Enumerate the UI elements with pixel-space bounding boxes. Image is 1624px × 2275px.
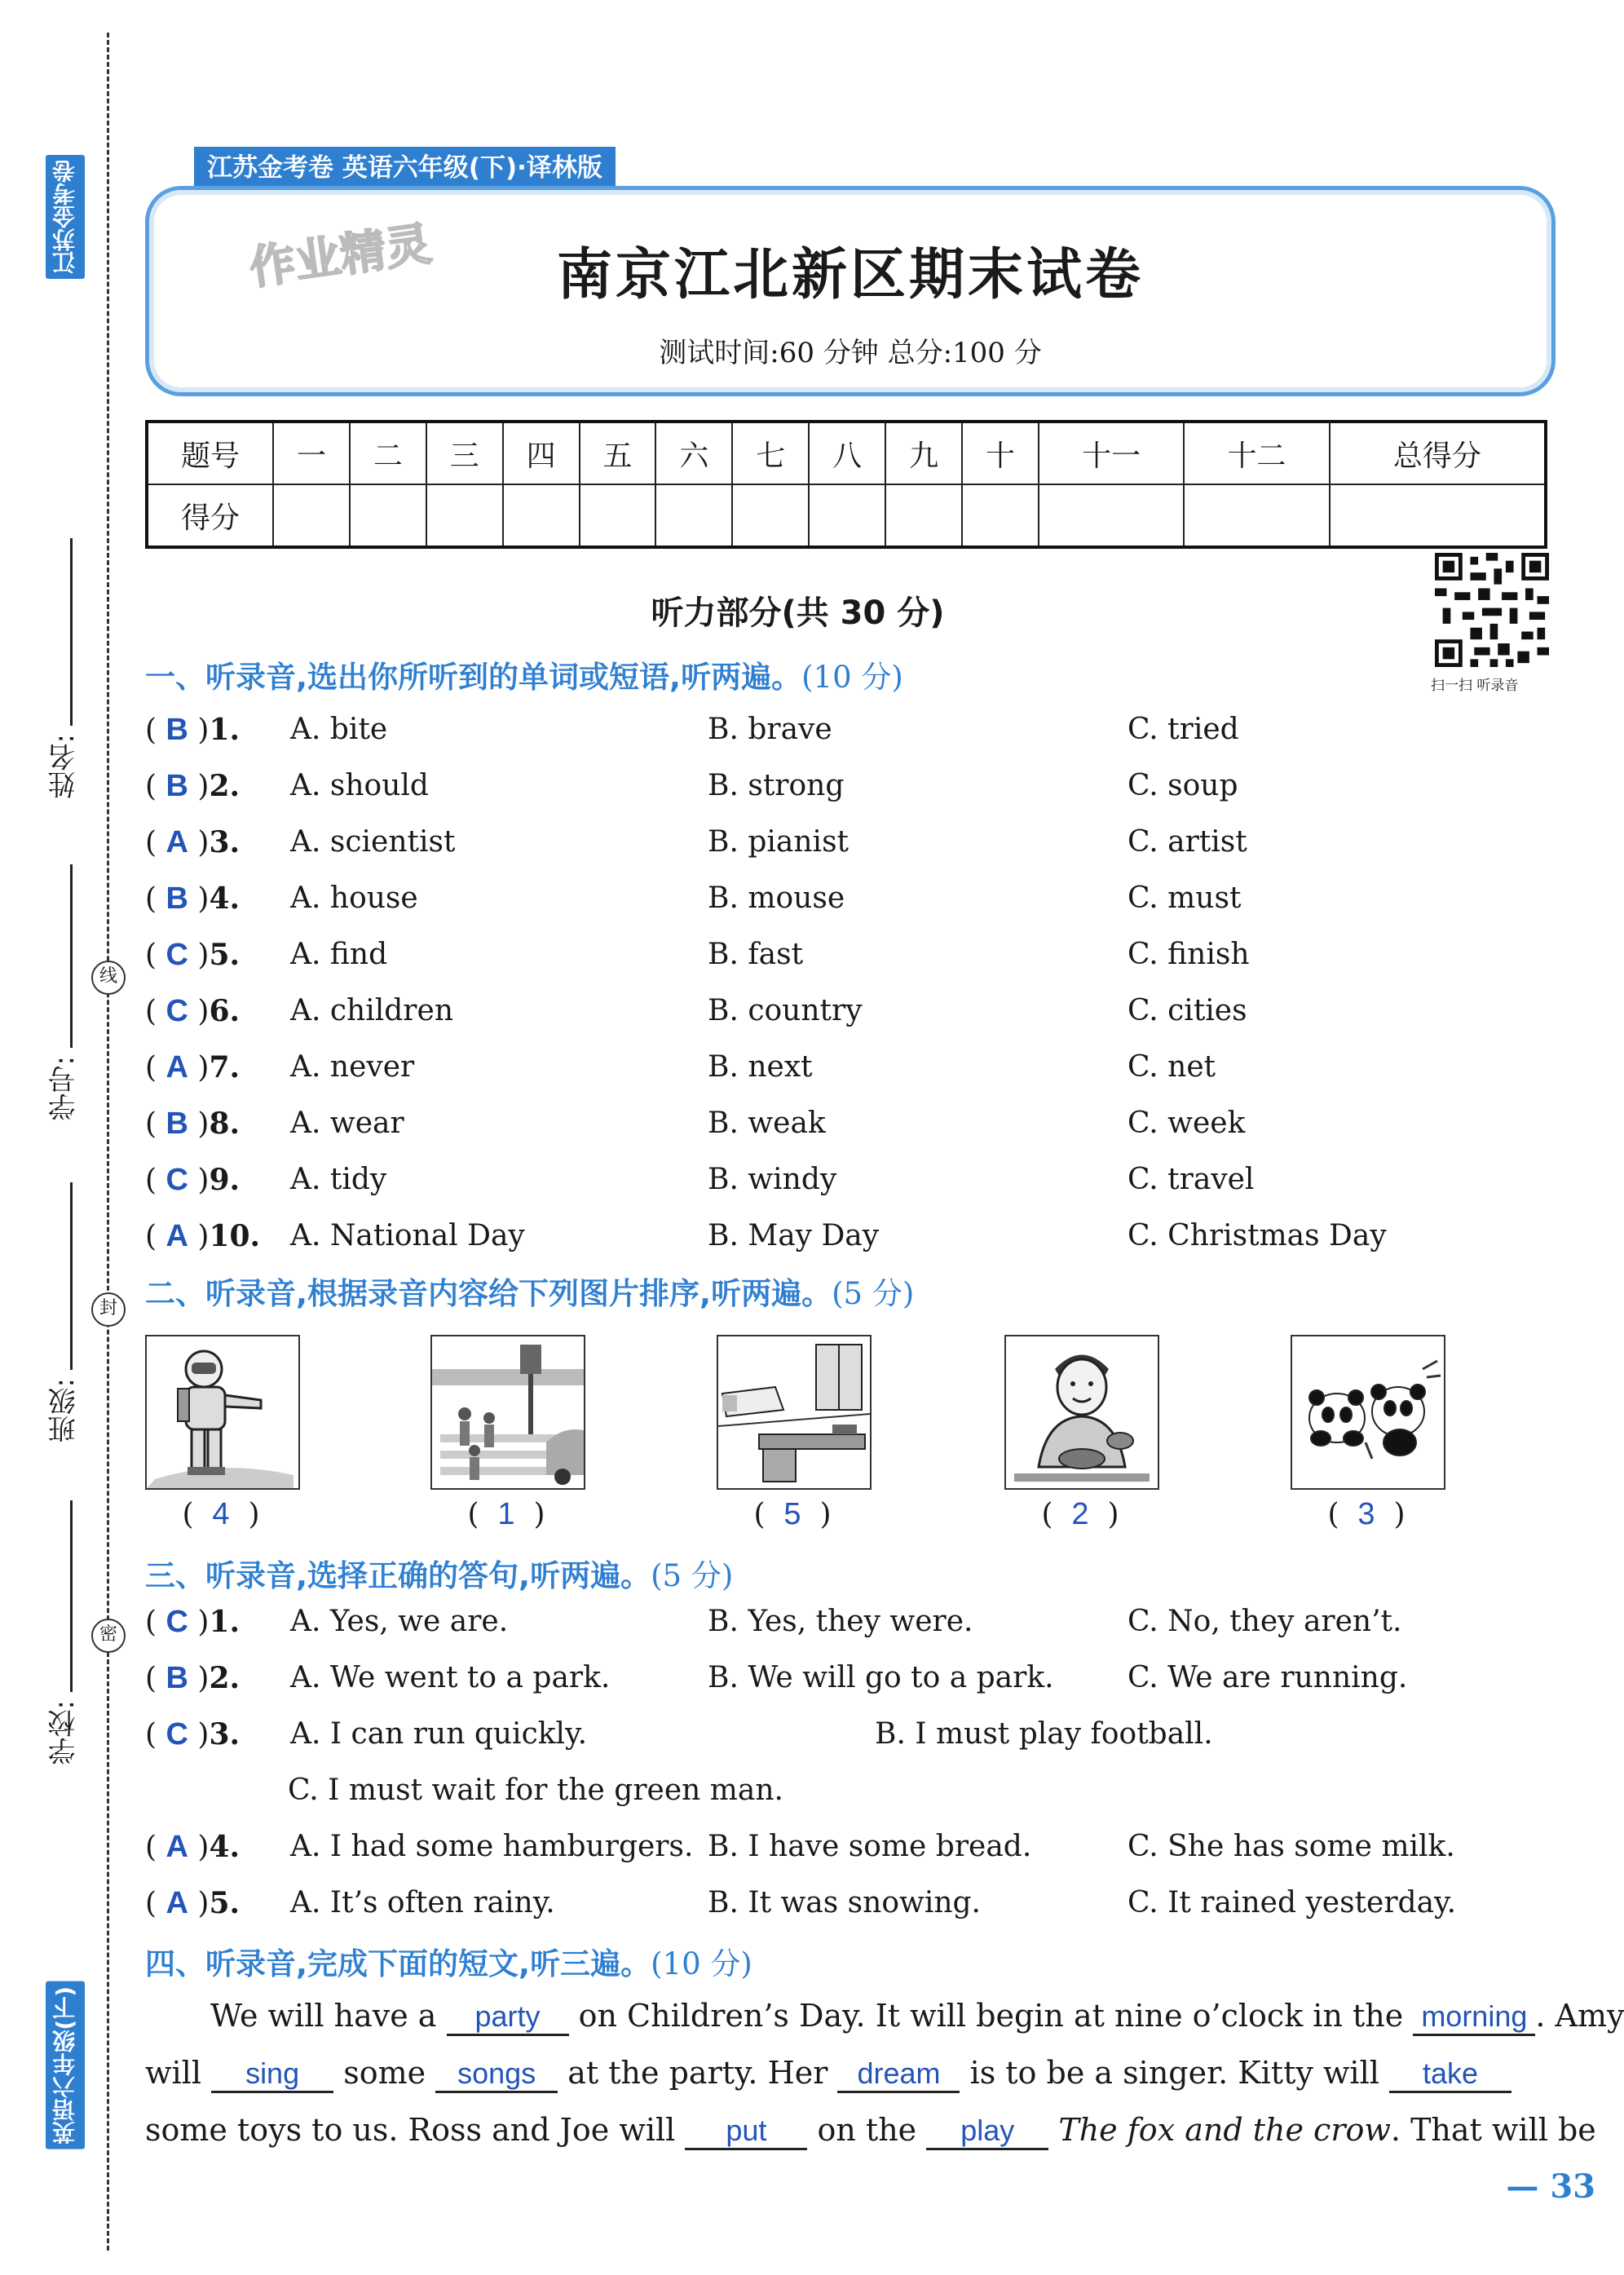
- boy-eating-picture: [1004, 1335, 1159, 1490]
- answer-blank[interactable]: ( A )7.: [145, 1050, 241, 1084]
- answer-blank[interactable]: ( C )9.: [145, 1163, 241, 1197]
- question-row: [145, 769, 1547, 815]
- score-cell[interactable]: [962, 484, 1039, 547]
- option-b: B. country: [708, 994, 863, 1027]
- school-field[interactable]: [70, 1500, 73, 1692]
- answer: C: [165, 938, 188, 972]
- order-number: 2: [1071, 1497, 1089, 1531]
- row-label: 题号: [147, 422, 273, 484]
- option-b: B. next: [708, 1050, 813, 1084]
- side-tag-top: 江苏金考卷: [46, 155, 85, 279]
- picture-answer[interactable]: ( 1 ): [467, 1497, 545, 1531]
- option-c: C. It rained yesterday.: [1128, 1886, 1457, 1919]
- class-label: 班级:: [48, 1378, 81, 1443]
- answer-blank[interactable]: ( C )3.: [145, 1717, 241, 1752]
- answer-blank[interactable]: ( B )8.: [145, 1107, 241, 1141]
- option-b: B. I have some bread.: [708, 1830, 1032, 1863]
- fill-blank[interactable]: sing: [211, 2056, 333, 2093]
- picture-answer[interactable]: ( 2 ): [1041, 1497, 1119, 1531]
- option-b: B. It was snowing.: [708, 1886, 982, 1919]
- col-header: 七: [732, 422, 809, 484]
- answer: B: [165, 713, 188, 747]
- class-field[interactable]: [70, 1182, 73, 1370]
- question-row: [145, 1605, 1547, 1650]
- passage-text: We will have a: [210, 1998, 437, 2034]
- part-title: 听力部分(共 30 分): [651, 594, 945, 632]
- section4-title: [145, 1939, 752, 1983]
- score-cell[interactable]: [273, 484, 350, 547]
- score-cell[interactable]: [655, 484, 732, 547]
- fill-blank[interactable]: party: [447, 1999, 569, 2036]
- page-number: — 33: [1506, 2167, 1595, 2206]
- fill-blank[interactable]: take: [1389, 2056, 1511, 2093]
- passage-line-1: [145, 1998, 1624, 2047]
- picture-answer[interactable]: ( 3 ): [1327, 1497, 1406, 1531]
- section2-title: [145, 1269, 914, 1313]
- answer-blank[interactable]: ( C )6.: [145, 994, 241, 1028]
- option-c: C. travel: [1128, 1163, 1255, 1196]
- pandas-picture: [1291, 1335, 1445, 1490]
- student-number-field[interactable]: [70, 864, 73, 1048]
- option-b: B. fast: [708, 938, 804, 971]
- astronaut-picture: [145, 1335, 300, 1490]
- question-number: 9.: [209, 1163, 241, 1197]
- answer-blank[interactable]: ( C )5.: [145, 938, 241, 972]
- col-header: 八: [809, 422, 885, 484]
- col-header: 五: [580, 422, 656, 484]
- section1-points: (10 分): [801, 660, 903, 695]
- seal-seal: 封: [91, 1292, 126, 1327]
- fill-blank[interactable]: morning: [1413, 1999, 1535, 2036]
- score-cell[interactable]: [350, 484, 426, 547]
- answer: C: [165, 1717, 188, 1752]
- answer-blank[interactable]: ( B )2.: [145, 769, 241, 803]
- passage-text: some toys to us. Ross and Joe will: [145, 2112, 676, 2148]
- passage-text: some: [343, 2055, 426, 2091]
- score-cell[interactable]: [1330, 484, 1546, 547]
- answer: A: [165, 1830, 188, 1864]
- option-a: A. We went to a park.: [290, 1661, 611, 1694]
- question-number: 4.: [209, 1830, 241, 1864]
- score-cell[interactable]: [580, 484, 656, 547]
- question-number: 4.: [209, 881, 241, 916]
- question-row: [145, 1830, 1547, 1875]
- question-row: [145, 825, 1547, 871]
- binding-dashed-line: [107, 33, 109, 2251]
- option-a: A. find: [290, 938, 388, 971]
- option-a: A. house: [290, 881, 418, 915]
- row-label: 得分: [147, 484, 273, 547]
- score-cell[interactable]: [809, 484, 885, 547]
- section2-points: (5 分): [832, 1276, 915, 1311]
- option-c: C. I must wait for the green man.: [288, 1774, 783, 1807]
- answer-blank[interactable]: ( B )4.: [145, 881, 241, 916]
- section3-title: [145, 1551, 733, 1595]
- question-row: [145, 1661, 1547, 1707]
- answer: C: [165, 1163, 188, 1197]
- col-header: 四: [503, 422, 580, 484]
- answer-blank[interactable]: ( B )1.: [145, 713, 241, 747]
- answer: A: [165, 1219, 188, 1253]
- answer-blank[interactable]: ( B )2.: [145, 1661, 241, 1695]
- question-number: 2.: [209, 769, 241, 803]
- col-header: 六: [655, 422, 732, 484]
- score-header-row: [147, 422, 1546, 484]
- passage-text: is to be a singer. Kitty will: [969, 2055, 1379, 2091]
- option-a: A. tidy: [290, 1163, 387, 1196]
- score-cell[interactable]: [732, 484, 809, 547]
- answer: B: [165, 1661, 188, 1695]
- seal-line: 线: [91, 961, 126, 995]
- option-b: B. May Day: [708, 1219, 880, 1252]
- col-header: 九: [885, 422, 962, 484]
- option-c: C. soup: [1128, 769, 1238, 802]
- passage-text: on the: [817, 2112, 917, 2148]
- bedroom-picture: [717, 1335, 872, 1490]
- option-a: A. wear: [290, 1107, 404, 1140]
- score-cell[interactable]: [1184, 484, 1329, 547]
- col-header: 十: [962, 422, 1039, 484]
- answer: C: [165, 994, 188, 1028]
- passage-text: . That will be: [1390, 2112, 1596, 2148]
- section2-title-text: 二、听录音,根据录音内容给下列图片排序,听两遍。: [145, 1276, 832, 1311]
- option-c: C. finish: [1128, 938, 1250, 971]
- option-a: A. should: [290, 769, 429, 802]
- order-number: 4: [212, 1497, 230, 1531]
- question-number: 3.: [209, 825, 241, 859]
- question-row: [145, 1219, 1547, 1265]
- option-c: C. artist: [1128, 825, 1247, 859]
- order-number: 5: [783, 1497, 801, 1531]
- question-row: [145, 1717, 1547, 1763]
- question-row: [145, 994, 1547, 1040]
- option-a: A. children: [290, 994, 454, 1027]
- score-cell[interactable]: [503, 484, 580, 547]
- fill-blank[interactable]: put: [685, 2114, 807, 2150]
- street-crossing-picture: [430, 1335, 585, 1490]
- answer: A: [165, 1050, 188, 1084]
- passage-line-3: [145, 2112, 1596, 2161]
- fill-blank[interactable]: songs: [435, 2056, 558, 2093]
- option-c: C. week: [1128, 1107, 1246, 1140]
- question-row: [145, 1050, 1547, 1096]
- section4-title-text: 四、听录音,完成下面的短文,听三遍。: [145, 1946, 651, 1981]
- qr-caption: 扫一扫 听录音: [1431, 678, 1519, 694]
- option-b: B. Yes, they were.: [708, 1605, 973, 1638]
- order-number: 1: [497, 1497, 515, 1531]
- col-header: 二: [350, 422, 426, 484]
- col-header: 十二: [1184, 422, 1329, 484]
- exam-info: 测试时间:60 分钟 总分:100 分: [659, 337, 1042, 369]
- col-header: 十一: [1039, 422, 1184, 484]
- option-c: C. Christmas Day: [1128, 1219, 1387, 1252]
- score-cell[interactable]: [426, 484, 503, 547]
- answer: C: [165, 1605, 188, 1639]
- passage-line-2: [145, 2055, 1547, 2104]
- option-a: A. scientist: [290, 825, 456, 859]
- question-row: [145, 938, 1547, 983]
- passage-text: will: [145, 2055, 201, 2091]
- picture-answer[interactable]: ( 5 ): [753, 1497, 832, 1531]
- answer-blank[interactable]: ( A )3.: [145, 825, 241, 859]
- question-number: 7.: [209, 1050, 241, 1084]
- option-c: C. We are running.: [1128, 1661, 1408, 1694]
- seal-secret: 密: [91, 1619, 126, 1653]
- option-b: B. We will go to a park.: [708, 1661, 1054, 1694]
- question-row-continued: [145, 1774, 1547, 1819]
- fill-blank[interactable]: play: [926, 2114, 1048, 2150]
- option-a: A. Yes, we are.: [290, 1605, 509, 1638]
- side-tag-bottom: 英语六年级(下): [46, 1981, 85, 2149]
- question-row: [145, 1163, 1547, 1208]
- question-number: 3.: [209, 1717, 241, 1752]
- question-number: 2.: [209, 1661, 241, 1695]
- option-a: A. never: [290, 1050, 415, 1084]
- order-number: 3: [1357, 1497, 1375, 1531]
- option-b: B. pianist: [708, 825, 850, 859]
- option-b: B. mouse: [708, 881, 845, 915]
- series-banner: 江苏金考卷 英语六年级(下)·译林版: [194, 147, 616, 189]
- picture-answer[interactable]: ( 4 ): [182, 1497, 260, 1531]
- question-row: [145, 1107, 1547, 1152]
- col-header: 一: [273, 422, 350, 484]
- answer: A: [165, 1886, 188, 1920]
- story-title: The fox and the crow: [1058, 2112, 1391, 2148]
- question-number: 10.: [209, 1219, 261, 1253]
- option-a: A. It’s often rainy.: [290, 1886, 555, 1919]
- answer: B: [165, 769, 188, 803]
- section4-points: (10 分): [651, 1946, 752, 1981]
- option-c: C. She has some milk.: [1128, 1830, 1455, 1863]
- name-label: 姓名:: [48, 734, 81, 799]
- passage-text: on Children’s Day. It will begin at nine o’clock in the: [578, 1998, 1404, 2034]
- answer: A: [165, 825, 188, 859]
- option-a: A. bite: [290, 713, 388, 746]
- question-number: 1.: [209, 1605, 241, 1639]
- answer: B: [165, 1107, 188, 1141]
- option-a: A. I can run quickly.: [290, 1717, 588, 1751]
- passage-text: at the party. Her: [567, 2055, 828, 2091]
- option-c: C. cities: [1128, 994, 1247, 1027]
- answer-blank[interactable]: ( A )10.: [145, 1219, 261, 1253]
- option-b: B. brave: [708, 713, 832, 746]
- school-label: 学校:: [48, 1700, 81, 1765]
- score-value-row: [147, 484, 1546, 547]
- question-row: [145, 1886, 1547, 1932]
- score-table: [145, 420, 1547, 549]
- section1-title: [145, 652, 903, 696]
- question-number: 8.: [209, 1107, 241, 1141]
- option-c: C. No, they aren’t.: [1128, 1605, 1402, 1638]
- section1-title-text: 一、听录音,选出你所听到的单词或短语,听两遍。: [145, 660, 802, 695]
- option-b: B. weak: [708, 1107, 826, 1140]
- answer: B: [165, 881, 188, 916]
- question-number: 5.: [209, 938, 241, 972]
- fill-blank[interactable]: dream: [837, 2056, 960, 2093]
- question-number: 6.: [209, 994, 241, 1028]
- col-header: 三: [426, 422, 503, 484]
- score-cell[interactable]: [885, 484, 962, 547]
- answer-blank[interactable]: ( A )5.: [145, 1886, 241, 1920]
- question-row: [145, 881, 1547, 927]
- question-number: 1.: [209, 713, 241, 747]
- option-b: B. windy: [708, 1163, 837, 1196]
- option-a: A. I had some hamburgers.: [290, 1830, 694, 1863]
- answer-blank[interactable]: ( A )4.: [145, 1830, 241, 1864]
- answer-blank[interactable]: ( C )1.: [145, 1605, 241, 1639]
- option-b: B. strong: [708, 769, 845, 802]
- option-a: A. National Day: [290, 1219, 525, 1252]
- score-cell[interactable]: [1039, 484, 1184, 547]
- passage-text: . Amy: [1535, 1998, 1624, 2034]
- page-title: 南京江北新区期末试卷: [556, 242, 1144, 307]
- col-header: 总得分: [1330, 422, 1546, 484]
- section3-points: (5 分): [651, 1558, 734, 1593]
- option-c: C. must: [1128, 881, 1242, 915]
- option-b: B. I must play football.: [875, 1717, 1213, 1751]
- watermark-logo: 作业精灵: [246, 217, 435, 296]
- question-number: 5.: [209, 1886, 241, 1920]
- option-c: C. net: [1128, 1050, 1216, 1084]
- option-c: C. tried: [1128, 713, 1239, 746]
- question-row: [145, 713, 1547, 758]
- student-number-label: 学号:: [48, 1056, 81, 1121]
- section3-title-text: 三、听录音,选择正确的答句,听两遍。: [145, 1558, 651, 1593]
